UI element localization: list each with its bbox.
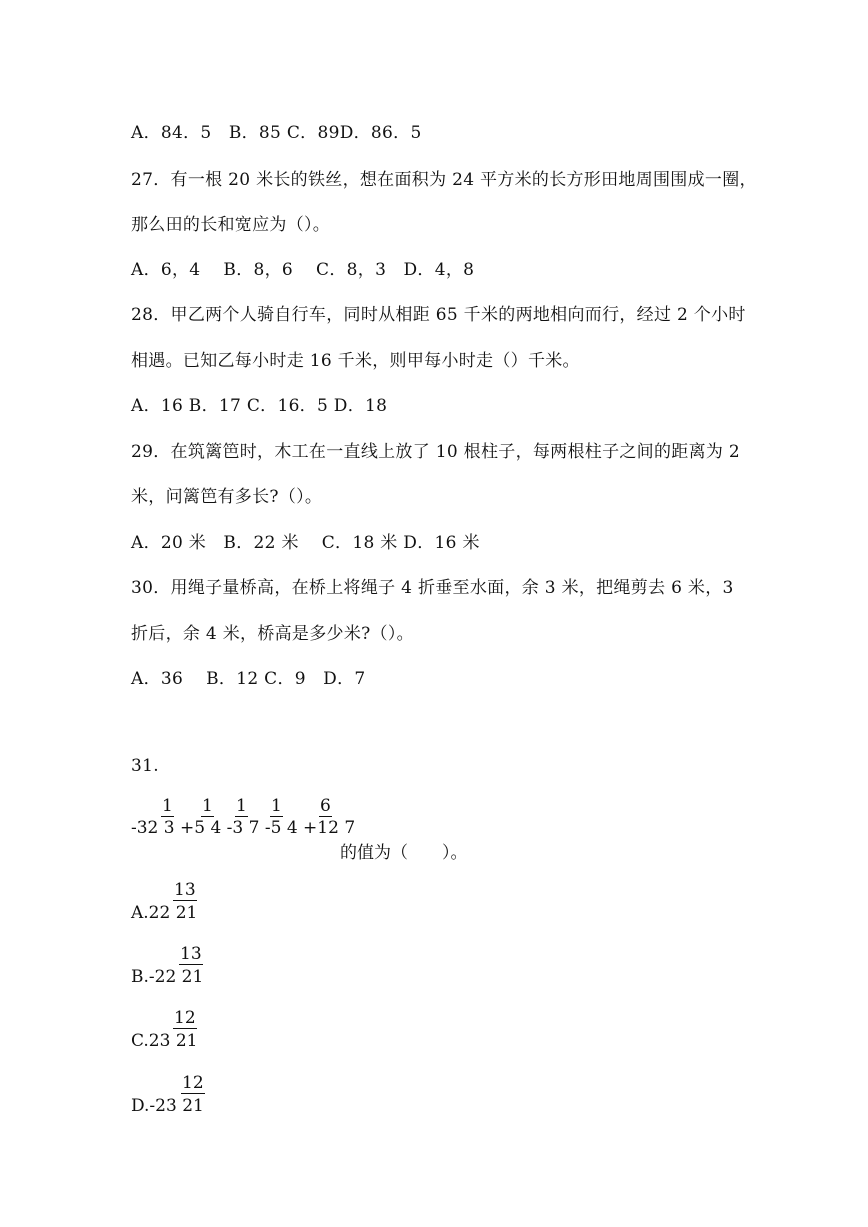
- q28-line1: 28．甲乙两个人骑自行车，同时从相距 65 千米的两地相向而行，经过 2 个小时: [131, 305, 746, 325]
- q30-line2: 折后，余 4 米，桥高是多少米?（）。: [131, 624, 414, 644]
- q31-numerator: 1: [162, 796, 173, 816]
- q26-options: A．84．5 B．85 C．89D．86．5: [131, 123, 422, 143]
- q29-line2: 米，问篱笆有多长?（）。: [131, 487, 323, 507]
- q31-option-a-numerator: 13: [174, 880, 196, 900]
- q31-numerator: 6: [320, 796, 331, 816]
- q31-option-d: D.-23 21: [131, 1096, 204, 1116]
- q30-line1: 30．用绳子量桥高，在桥上将绳子 4 折垂至水面，余 3 米，把绳剪去 6 米，3: [131, 578, 734, 598]
- q31-option-a: A.22 21: [131, 903, 198, 923]
- q31-numerator: 1: [236, 796, 247, 816]
- q31-number: 31.: [131, 756, 159, 776]
- q29-line1: 29．在筑篱笆时，木工在一直线上放了 10 根柱子，每两根柱子之间的距离为 2: [131, 442, 740, 462]
- q31-tail: 的值为（ ）。: [340, 843, 468, 863]
- q27-line2: 那么田的长和宽应为（）。: [131, 215, 331, 235]
- q30-options: A．36 B．12 C．9 D．7: [131, 669, 366, 689]
- q31-numerator: 1: [202, 796, 213, 816]
- q27-options: A．6，4 B．8，6 C．8，3 D．4，8: [131, 260, 475, 280]
- q31-numerator: 1: [271, 796, 282, 816]
- q29-options: A．20 米 B．22 米 C．18 米 D．16 米: [131, 533, 480, 553]
- q28-line2: 相遇。已知乙每小时走 16 千米，则甲每小时走（）千米。: [131, 351, 580, 371]
- q28-options: A．16 B．17 C．16．5 D．18: [131, 396, 388, 416]
- q31-option-c: C.23 21: [131, 1031, 198, 1051]
- q31-option-b: B.-22 21: [131, 967, 204, 987]
- q31-expression-line: -32 3 +5 4 -3 7 -5 4 +12 7: [131, 818, 356, 838]
- q31-option-d-numerator: 12: [182, 1073, 204, 1093]
- q31-option-c-numerator: 12: [174, 1008, 196, 1028]
- q27-line1: 27．有一根 20 米长的铁丝，想在面积为 24 平方米的长方形田地周围围成一圈，: [131, 170, 757, 190]
- q31-option-b-numerator: 13: [180, 944, 202, 964]
